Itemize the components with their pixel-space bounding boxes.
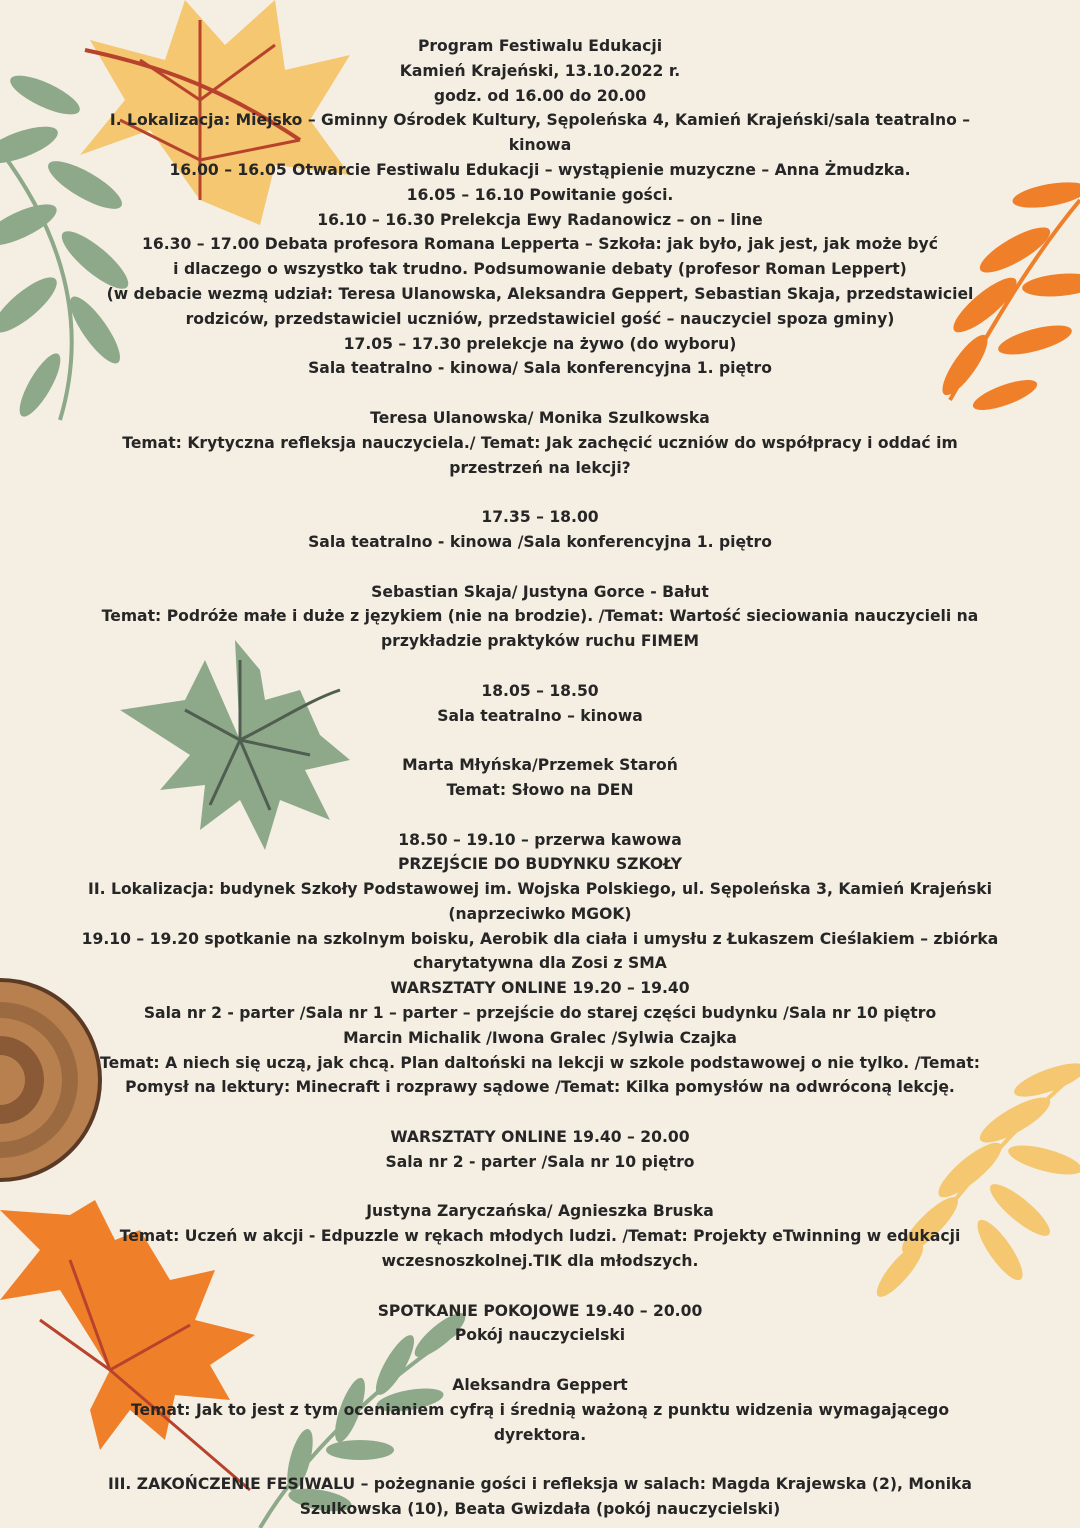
workshops-2-title: WARSZTATY ONLINE 19.40 – 20.00	[390, 1128, 690, 1147]
session-2-topic: Temat: Podróże małe i duże z językiem (nie na brodzie). /Temat: Wartość sieciowania nauczycieli na	[101, 607, 979, 626]
location-1-line: kinowa	[508, 136, 572, 155]
session-3-time: 18.05 – 18.50	[481, 681, 599, 700]
program-title: Program Festiwalu Edukacji	[417, 37, 663, 55]
location-1-line: I. Lokalizacja: Miejsko – Gminny Ośrodek Kultury, Sępoleńska 4, Kamień Krajeński/sala teatralno –	[109, 111, 971, 130]
spacer	[70, 1447, 1010, 1472]
workshops-2-topic: wczesnoszkolnej.TIK dla młodszych.	[381, 1252, 699, 1271]
closing-line: Szulkowska (10), Beata Gwizdała (pokój nauczycielski)	[299, 1500, 781, 1519]
workshops-1-title: WARSZTATY ONLINE 19.20 – 19.40	[390, 979, 690, 998]
room-meeting-title: SPOTKANIE POKOJOWE 19.40 – 20.00	[377, 1301, 703, 1320]
hours: godz. od 16.00 do 20.00	[433, 86, 647, 105]
school-transfer: PRZEJŚCIE DO BUDYNKU SZKOŁY	[397, 855, 683, 874]
session-3-rooms: Sala teatralno – kinowa	[437, 706, 643, 725]
workshops-1-speakers: Marcin Michalik /Iwona Gralec /Sylwia Czajka	[343, 1028, 737, 1047]
session-1-time: 17.05 – 17.30 prelekcje na żywo (do wyboru)	[343, 334, 737, 353]
workshops-1-topic: Temat: A niech się uczą, jak chcą. Plan daltoński na lekcji w szkole podstawowej o nie tylko. /Temat:	[100, 1053, 980, 1072]
room-meeting-speaker: Aleksandra Geppert	[452, 1376, 628, 1395]
spacer	[70, 654, 1010, 679]
spacer	[70, 1348, 1010, 1373]
lecture-line: 16.10 – 16.30 Prelekcja Ewy Radanowicz – on – line	[317, 210, 763, 229]
workshops-2-topic: Temat: Uczeń w akcji - Edpuzzle w rękach młodych ludzi. /Temat: Projekty eTwinning w edukacji	[119, 1227, 961, 1246]
session-1-topic: Temat: Krytyczna refleksja nauczyciela./ Temat: Jak zachęcić uczniów do współpracy i oddać im	[122, 433, 958, 452]
spacer	[70, 381, 1010, 406]
festival-program	[70, 34, 1010, 1522]
closing-line: III. ZAKOŃCZENIE FESIWALU – pożegnanie gości i refleksja w salach: Magda Krajewska (2), Monika	[108, 1475, 972, 1494]
opening-line: 16.00 – 16.05 Otwarcie Festiwalu Edukacji – wystąpienie muzyczne – Anna Żmudzka.	[169, 160, 911, 179]
session-3-topic: Temat: Słowo na DEN	[446, 780, 634, 799]
location-2-line: charytatywna dla Zosi z SMA	[413, 954, 667, 973]
spacer	[70, 1175, 1010, 1200]
room-meeting-room: Pokój nauczycielski	[454, 1326, 626, 1345]
workshops-1-topic: Pomysł na lektury: Minecraft i rozprawy sądowe /Temat: Kilka pomysłów na odwróconą lekcję.	[125, 1078, 955, 1097]
session-2-time: 17.35 – 18.00	[481, 508, 599, 527]
session-2-rooms: Sala teatralno - kinowa /Sala konferencyjna 1. piętro	[308, 532, 772, 551]
debate-line: 16.30 – 17.00 Debata profesora Romana Lepperta – Szkoła: jak było, jak jest, jak może być	[142, 235, 938, 254]
spacer	[70, 1274, 1010, 1299]
location-2-line: II. Lokalizacja: budynek Szkoły Podstawowej im. Wojska Polskiego, ul. Sępoleńska 3, Kamień Krajeński	[88, 880, 992, 899]
session-1-speakers: Teresa Ulanowska/ Monika Szulkowska	[370, 408, 710, 427]
spacer	[70, 480, 1010, 505]
coffee-break: 18.50 – 19.10 – przerwa kawowa	[398, 830, 682, 849]
workshops-2-speakers: Justyna Zaryczańska/ Agnieszka Bruska	[366, 1202, 714, 1221]
session-3-speakers: Marta Młyńska/Przemek Staroń	[402, 756, 678, 775]
location-2-line: 19.10 – 19.20 spotkanie na szkolnym boisku, Aerobik dla ciała i umysłu z Łukaszem Cieślakiem – zbiórka	[81, 929, 999, 948]
spacer	[70, 555, 1010, 580]
session-2-topic: przykładzie praktyków ruchu FIMEM	[380, 632, 700, 651]
debate-line: rodziców, przedstawiciel uczniów, przedstawiciel gość – nauczyciel spoza gminy)	[185, 309, 895, 328]
session-1-topic: przestrzeń na lekcji?	[449, 458, 631, 477]
session-1-rooms: Sala teatralno - kinowa/ Sala konferencyjna 1. piętro	[308, 359, 772, 378]
spacer	[70, 728, 1010, 753]
room-meeting-topic: Temat: Jak to jest z tym ocenianiem cyfrą i średnią ważoną z punktu widzenia wymagającego	[130, 1400, 950, 1419]
debate-line: i dlaczego o wszystko tak trudno. Podsumowanie debaty (profesor Roman Leppert)	[173, 260, 907, 279]
debate-line: (w debacie wezmą udział: Teresa Ulanowska, Aleksandra Geppert, Sebastian Skaja, przedstawiciel	[106, 284, 974, 303]
spacer	[70, 1100, 1010, 1125]
room-meeting-topic: dyrektora.	[493, 1425, 587, 1444]
location-2-line: (naprzeciwko MGOK)	[448, 904, 632, 923]
session-2-speakers: Sebastian Skaja/ Justyna Gorce - Bałut	[371, 582, 709, 601]
spacer	[70, 803, 1010, 828]
workshops-1-rooms: Sala nr 2 - parter /Sala nr 1 – parter – przejście do starej części budynku /Sala nr 10 piętro	[143, 1004, 937, 1023]
welcome-line: 16.05 – 16.10 Powitanie gości.	[406, 185, 674, 204]
place-date: Kamień Krajeński, 13.10.2022 r.	[399, 61, 681, 80]
workshops-2-rooms: Sala nr 2 - parter /Sala nr 10 piętro	[385, 1152, 695, 1171]
